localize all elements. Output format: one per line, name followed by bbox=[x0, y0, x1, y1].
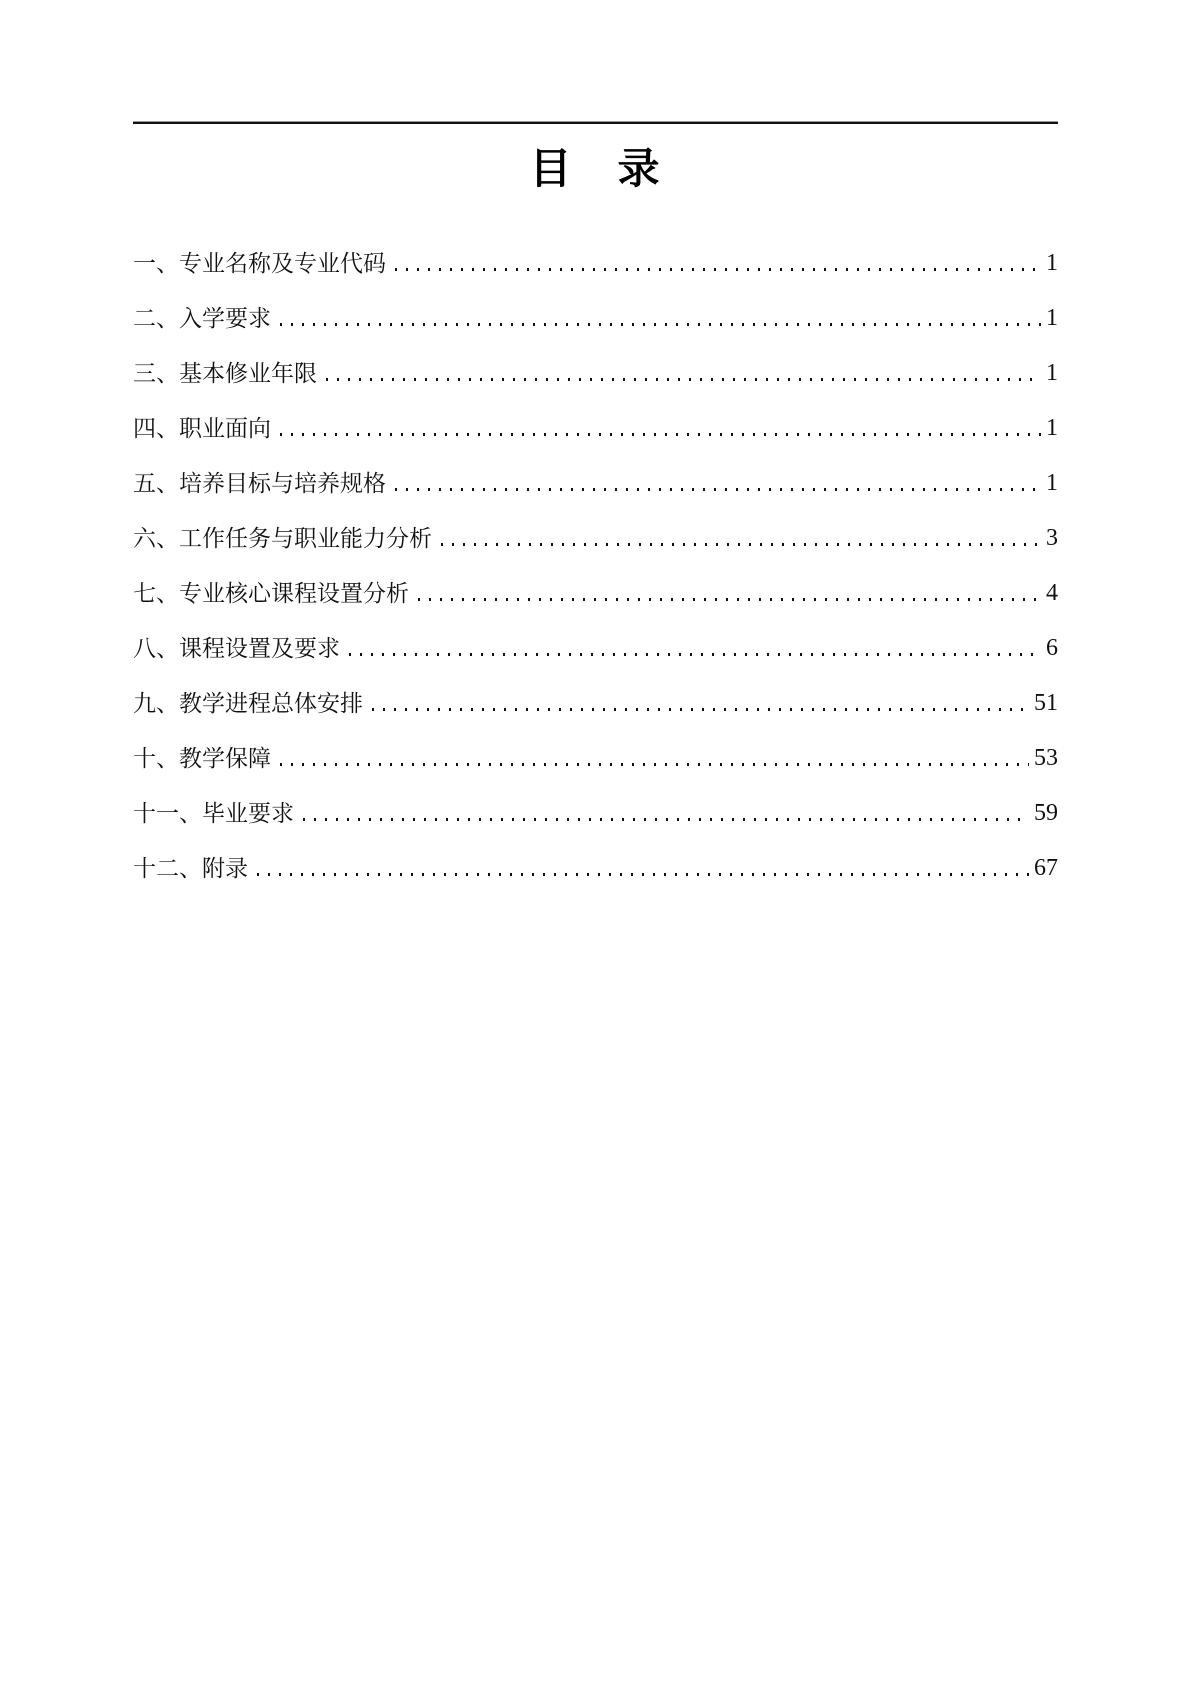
toc-entry-label: 二、入学要求 bbox=[133, 305, 271, 331]
toc-entry bbox=[133, 772, 1058, 827]
page-title: 目 录 bbox=[529, 147, 662, 193]
toc-entry bbox=[133, 387, 1058, 442]
dot-leader bbox=[280, 433, 1041, 436]
toc-entry-label: 十、教学保障 bbox=[133, 745, 271, 771]
toc-page-number: 4 bbox=[1046, 579, 1058, 606]
dot-leader bbox=[441, 543, 1041, 546]
toc-entry bbox=[133, 552, 1058, 607]
toc-page-number: 1 bbox=[1046, 414, 1058, 441]
dot-leader bbox=[303, 818, 1029, 821]
toc-entry-label: 四、职业面向 bbox=[133, 415, 271, 441]
toc-entry-label: 七、专业核心课程设置分析 bbox=[133, 580, 409, 606]
page-content bbox=[133, 121, 1058, 882]
toc-page-number: 1 bbox=[1046, 359, 1058, 386]
toc-entry bbox=[133, 332, 1058, 387]
toc-entry-label: 十二、附录 bbox=[133, 855, 248, 881]
dot-leader bbox=[395, 268, 1041, 271]
toc-entry-label: 八、课程设置及要求 bbox=[133, 635, 340, 661]
header-rule-divider bbox=[133, 121, 1058, 124]
toc-entry-label: 九、教学进程总体安排 bbox=[133, 690, 363, 716]
dot-leader bbox=[395, 488, 1041, 491]
dot-leader bbox=[326, 378, 1041, 381]
toc-entry bbox=[133, 222, 1058, 277]
toc-entry-label: 一、专业名称及专业代码 bbox=[133, 250, 386, 276]
dot-leader bbox=[280, 323, 1041, 326]
toc-page-number: 6 bbox=[1046, 634, 1058, 661]
toc-entry-label: 三、基本修业年限 bbox=[133, 360, 317, 386]
toc-entry-label: 六、工作任务与职业能力分析 bbox=[133, 525, 432, 551]
toc-entry bbox=[133, 442, 1058, 497]
toc-entry-label: 五、培养目标与培养规格 bbox=[133, 470, 386, 496]
dot-leader bbox=[372, 708, 1029, 711]
toc-page-number: 1 bbox=[1046, 249, 1058, 276]
toc-page-number: 3 bbox=[1046, 524, 1058, 551]
toc-entry-label: 十一、毕业要求 bbox=[133, 800, 294, 826]
toc-list bbox=[133, 222, 1058, 882]
toc-entry bbox=[133, 717, 1058, 772]
toc-page-number: 1 bbox=[1046, 304, 1058, 331]
dot-leader bbox=[257, 873, 1029, 876]
toc-page-number: 51 bbox=[1034, 689, 1058, 716]
toc-entry bbox=[133, 277, 1058, 332]
dot-leader bbox=[418, 598, 1041, 601]
toc-entry bbox=[133, 497, 1058, 552]
toc-page-number: 59 bbox=[1034, 799, 1058, 826]
toc-page-number: 1 bbox=[1046, 469, 1058, 496]
dot-leader bbox=[280, 763, 1029, 766]
toc-entry bbox=[133, 662, 1058, 717]
toc-entry bbox=[133, 607, 1058, 662]
toc-page-number: 67 bbox=[1034, 854, 1058, 881]
toc-page-number: 53 bbox=[1034, 744, 1058, 771]
dot-leader bbox=[349, 653, 1041, 656]
toc-entry bbox=[133, 827, 1058, 882]
